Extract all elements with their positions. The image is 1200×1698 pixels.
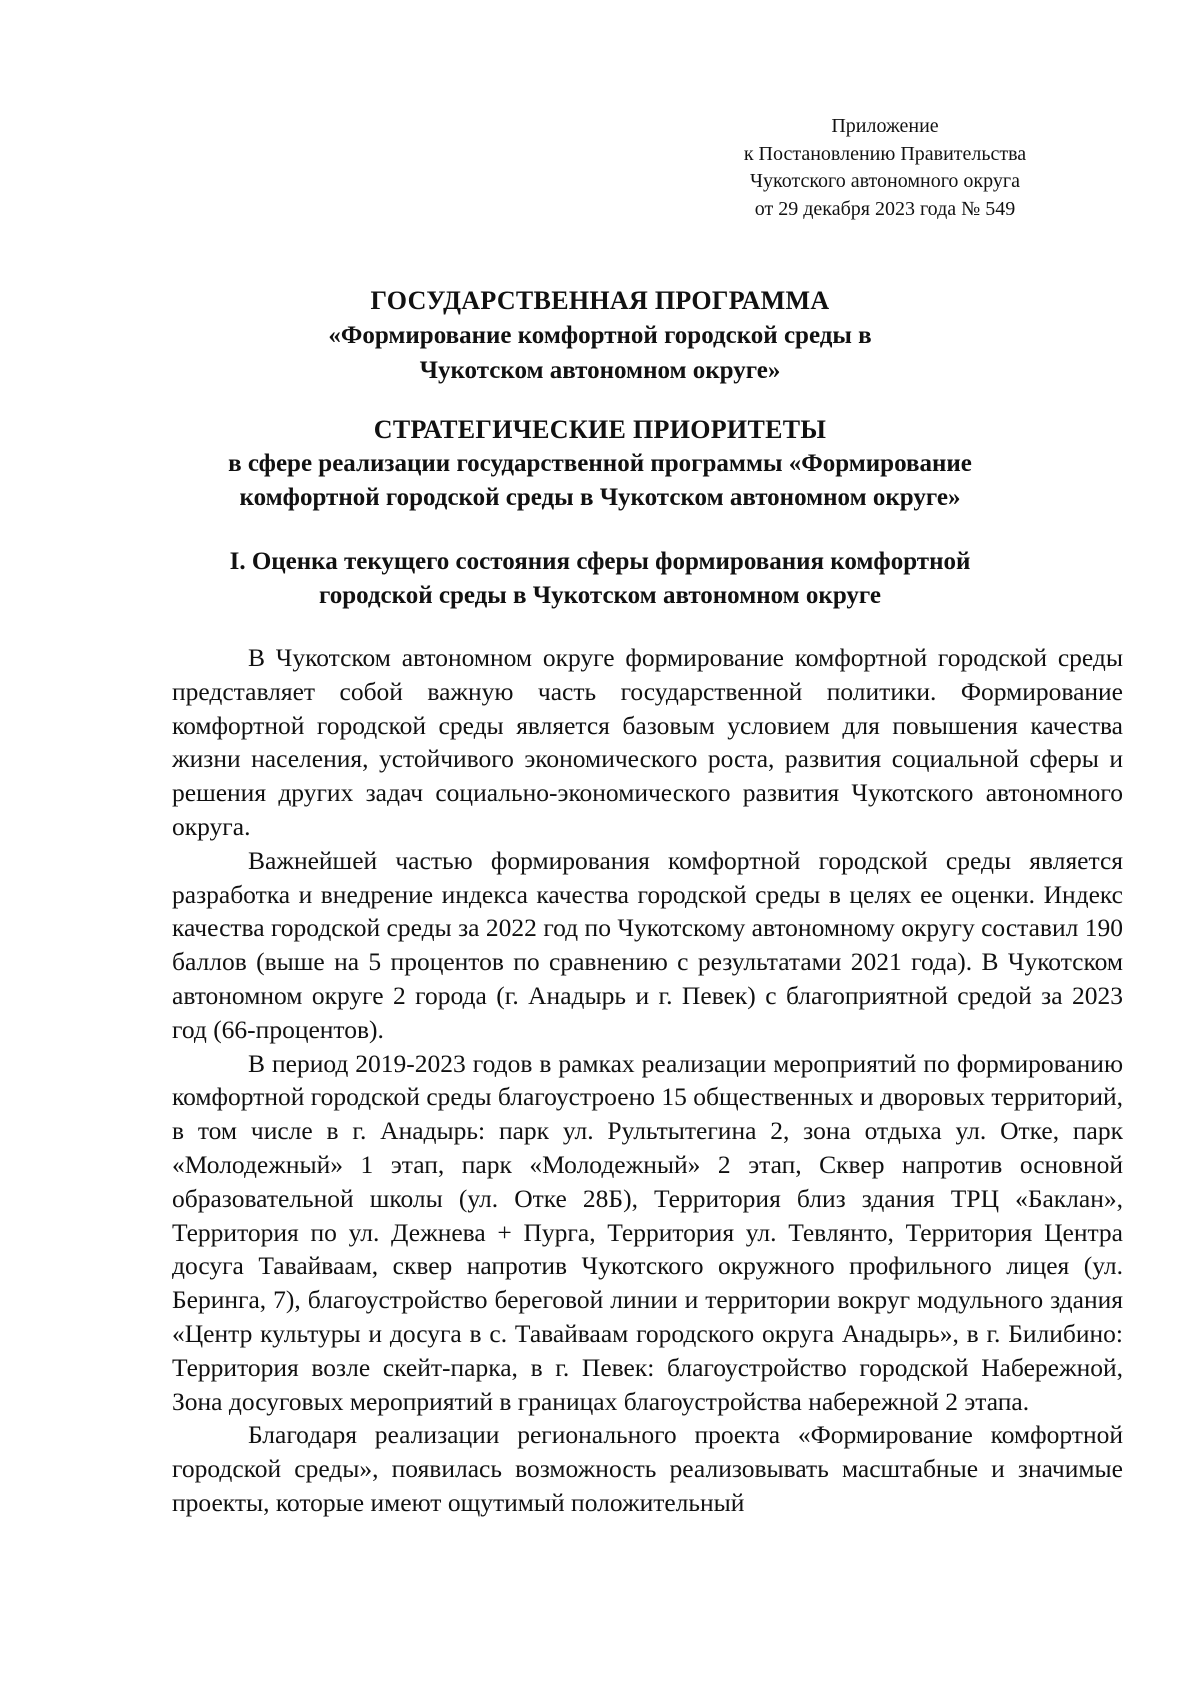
strategy-heading-main: СТРАТЕГИЧЕСКИЕ ПРИОРИТЕТЫ [373, 415, 827, 444]
strategy-heading-line: в сфере реализации государственной программы «Формирование [228, 450, 972, 477]
strategy-heading-line: комфортной городской среды в Чукотском автономном округе» [239, 484, 961, 511]
annex-line: Чукотского автономного округа [750, 170, 1020, 192]
annex-line: Приложение [831, 115, 939, 137]
section-heading [150, 545, 1050, 613]
program-title [150, 283, 1050, 388]
program-title-line: «Формирование комфортной городской среды в [328, 322, 872, 349]
annex-line: от 29 декабря 2023 года № 549 [754, 197, 1016, 220]
annex-header [705, 113, 1065, 223]
paragraph: Важнейшей частью формирования комфортной городской среды является разработка и внедрение индекса качества городской среды в целях ее оценки. Индекс качества городской среды за 2022 год по Чукотскому автономному округу составил 190 баллов (выше на 5 процентов по сравнению с результатами 2021 года). В Чукотском автономном округе 2 города (г. Анадырь и г. Певек) с благоприятной средой за 2023 год (66-процентов). [172, 845, 1123, 1044]
program-title-main: ГОСУДАРСТВЕННАЯ ПРОГРАММА [370, 286, 830, 315]
section-heading-line: I. Оценка текущего состояния сферы формирования комфортной [229, 548, 971, 575]
body-text [172, 641, 1123, 1520]
section-heading-line: городской среды в Чукотском автономном округе [318, 582, 882, 609]
program-title-line: Чукотском автономном округе» [419, 357, 781, 384]
paragraph: Благодаря реализации регионального проекта «Формирование комфортной городской среды», появилась возможность реализовывать масштабные и значимые проекты, которые имеют ощутимый положительный [172, 1420, 1123, 1517]
strategy-heading [150, 413, 1050, 515]
paragraph: В период 2019-2023 годов в рамках реализации мероприятий по формированию комфортной городской среды благоустроено 15 общественных и дворовых территорий, в том числе в г. Анадырь: парк ул. Рультытегина 2, зона отдыха ул. Отке, парк «Молодежный» 1 этап, парк «Молодежный» 2 этап, Сквер напротив основной образовательной школы (ул. Отке 28Б), Территория близ здания ТРЦ «Баклан», Территория по ул. Дежнева + Пурга, Территория ул. Тевлянто, Территория Центра досуга Тавайваам, сквер напротив Чукотского окружного профильного лицея (ул. Беринга, 7), благоустройство береговой линии и территории вокруг модульного здания «Центр культуры и досуга в с. Тавайваам городского округа Анадырь», в г. Билибино: Территория возле скейт-парка, в г. Певек: благоустройство городской Набережной, Зона досуговых мероприятий в границах благоустройства набережной 2 этапа. [172, 1048, 1123, 1416]
paragraph: В Чукотском автономном округе формирование комфортной городской среды представляет собой важную часть государственной политики. Формирование комфортной городской среды является базовым условием для повышения качества жизни населения, устойчивого экономического роста, развития социальной сферы и решения других задач социально-экономического развития Чукотского автономного округа. [172, 643, 1123, 841]
annex-line: к Постановлению Правительства [743, 142, 1027, 165]
